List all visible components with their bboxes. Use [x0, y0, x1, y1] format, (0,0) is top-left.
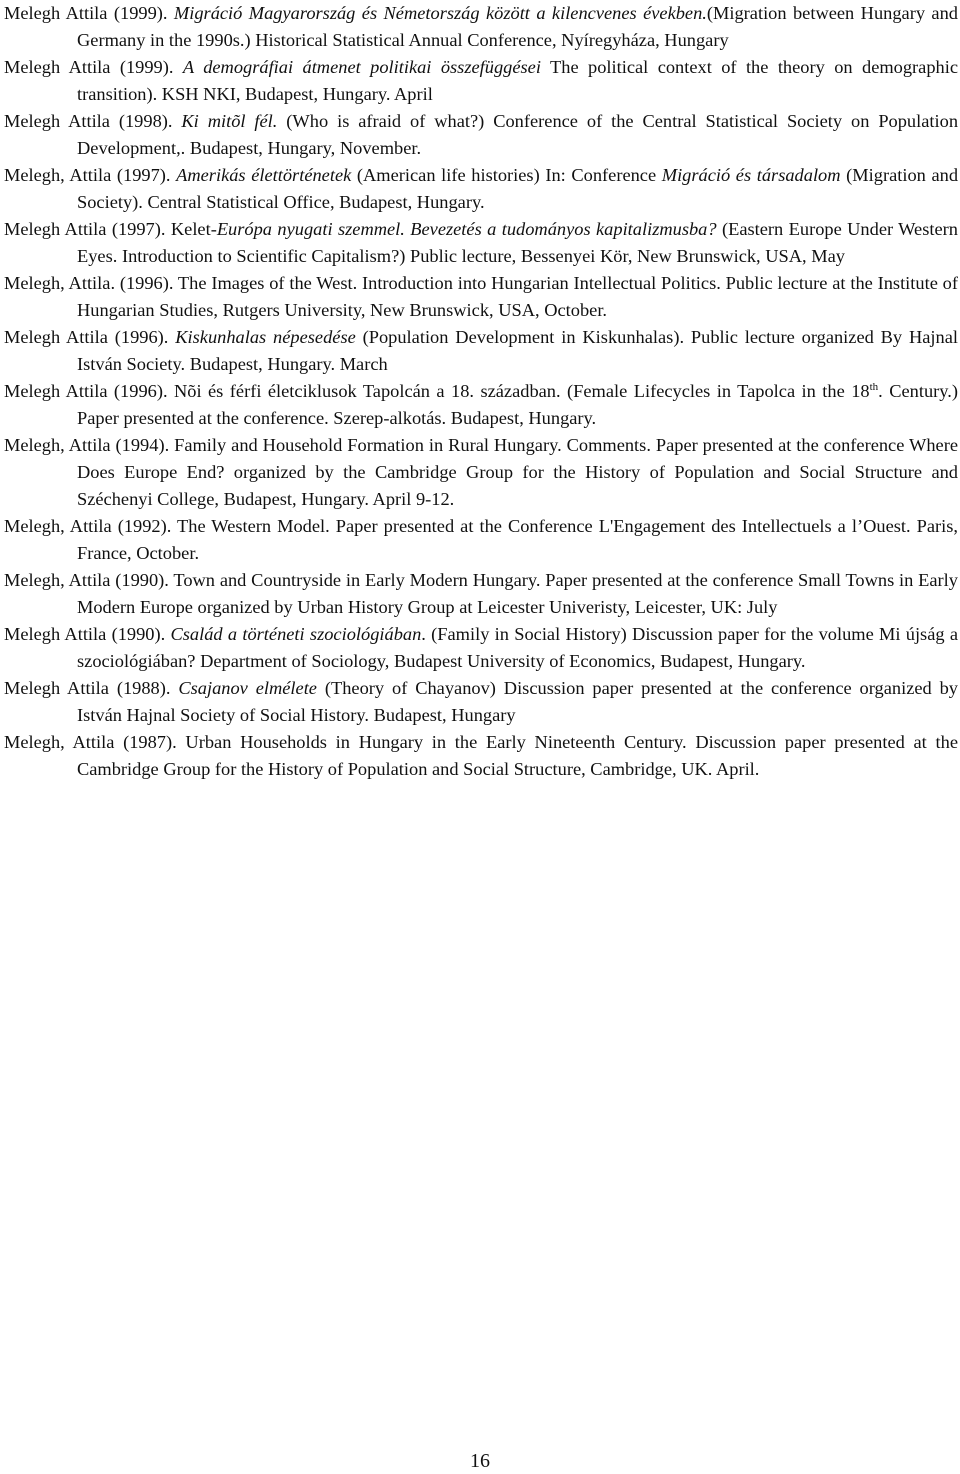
reference-title-italic: Amerikás élettörténetek — [176, 165, 352, 185]
reference-text: Melegh, Attila (1990). Town and Countryside in Early Modern Hungary. Paper presented at the conference Small Towns in Early Modern Europe organized by Urban History Group at Leicester Univeristy, Leicester, UK: July — [4, 570, 958, 617]
reference-text: (Theory of Chayanov) Discussion paper presented at the conference organized by István Hajnal Society of Social History. Budapest, Hungary — [77, 678, 958, 725]
reference-entry — [4, 621, 958, 675]
reference-text: Melegh Attila (1999). — [4, 57, 183, 77]
reference-text: Melegh Attila (1999). — [4, 3, 174, 23]
reference-title-italic: Migráció Magyarország és Németország között a kilencvenes években. — [173, 3, 707, 23]
reference-entry — [4, 675, 958, 729]
reference-title-italic: A demográfiai átmenet politikai összefüggései — [182, 57, 541, 77]
reference-entry — [4, 729, 958, 783]
reference-title-italic: Ki mitõl fél. — [181, 111, 278, 131]
superscript: th — [869, 380, 879, 393]
reference-entry — [4, 216, 958, 270]
reference-text: Melegh Attila (1990). — [4, 624, 171, 644]
reference-text: (Who is afraid of what?) Conference of the Central Statistical Society on Population Development,. Budapest, Hungary, November. — [77, 111, 959, 158]
reference-entry — [4, 270, 958, 324]
reference-text: Melegh, Attila (1994). Family and Household Formation in Rural Hungary. Comments. Paper presented at the conference Where Does Europe End? organized by the Cambridge Group for the History of Population and Social Structure and Széchenyi College, Budapest, Hungary. April 9-12. — [4, 435, 958, 509]
reference-text: Melegh, Attila (1987). Urban Households in Hungary in the Early Nineteenth Century. Discussion paper presented at the Cambridge Group for the History of Population and Social Structure, Cambridge, UK. April. — [4, 732, 958, 779]
reference-title-italic: Európa nyugati szemmel. Bevezetés a tudományos kapitalizmusba? — [216, 219, 717, 239]
reference-title-italic: Kiskunhalas népesedése — [175, 327, 356, 347]
reference-text: Melegh Attila (1996). Nõi és férfi életciklusok Tapolcán a 18. században. (Female Lifecycles in Tapolca in the 18 — [4, 381, 870, 401]
reference-text: Melegh, Attila. (1996). The Images of the West. Introduction into Hungarian Intellectual Politics. Public lecture at the Institute of Hungarian Studies, Rutgers University, New Brunswick, USA, October. — [4, 273, 958, 320]
reference-entry — [4, 0, 958, 54]
reference-text: Melegh Attila (1997). Kelet- — [4, 219, 217, 239]
reference-text: (Eastern Europe Under Western Eyes. Introduction to Scientific Capitalism?) Public lecture, Bessenyei Kör, New Brunswick, USA, May — [77, 219, 958, 266]
reference-entry — [4, 162, 958, 216]
reference-text: (American life histories) In: Conference — [351, 165, 662, 185]
reference-list — [4, 0, 958, 783]
reference-title-italic: Csajanov elmélete — [178, 678, 317, 698]
reference-entry — [4, 432, 958, 513]
reference-text: (Population Development in Kiskunhalas). Public lecture organized By Hajnal István Society. Budapest, Hungary. March — [77, 327, 959, 374]
reference-text: (Migration between Hungary and Germany in the 1990s.) Historical Statistical Annual Conference, Nyíregyháza, Hungary — [77, 3, 958, 50]
reference-entry — [4, 513, 958, 567]
reference-text: . Century.) Paper presented at the conference. Szerep-alkotás. Budapest, Hungary. — [77, 381, 958, 428]
reference-text: . (Family in Social History) Discussion paper for the volume Mi újság a szociológiában? Department of Sociology, Budapest University of Economics, Budapest, Hungary. — [77, 624, 958, 671]
reference-text: Melegh Attila (1996). — [4, 327, 176, 347]
reference-entry — [4, 54, 958, 108]
reference-entry — [4, 378, 958, 432]
reference-entry — [4, 324, 958, 378]
reference-text: The political context of the theory on demographic transition). KSH NKI, Budapest, Hungary. April — [77, 57, 959, 104]
reference-text: (Migration and Society). Central Statistical Office, Budapest, Hungary. — [77, 165, 959, 212]
page-number: 16 — [470, 1450, 490, 1472]
reference-text: Melegh, Attila (1997). — [4, 165, 177, 185]
reference-title-italic: Migráció és társadalom — [661, 165, 841, 185]
reference-text: Melegh Attila (1998). — [4, 111, 182, 131]
reference-text: Melegh, Attila (1992). The Western Model. Paper presented at the Conference L'Engagement des Intellectuels a l’Ouest. Paris, France, October. — [4, 516, 958, 563]
reference-title-italic: Család a történeti szociológiában — [170, 624, 422, 644]
reference-text: Melegh Attila (1988). — [4, 678, 179, 698]
reference-entry — [4, 108, 958, 162]
reference-entry — [4, 567, 958, 621]
